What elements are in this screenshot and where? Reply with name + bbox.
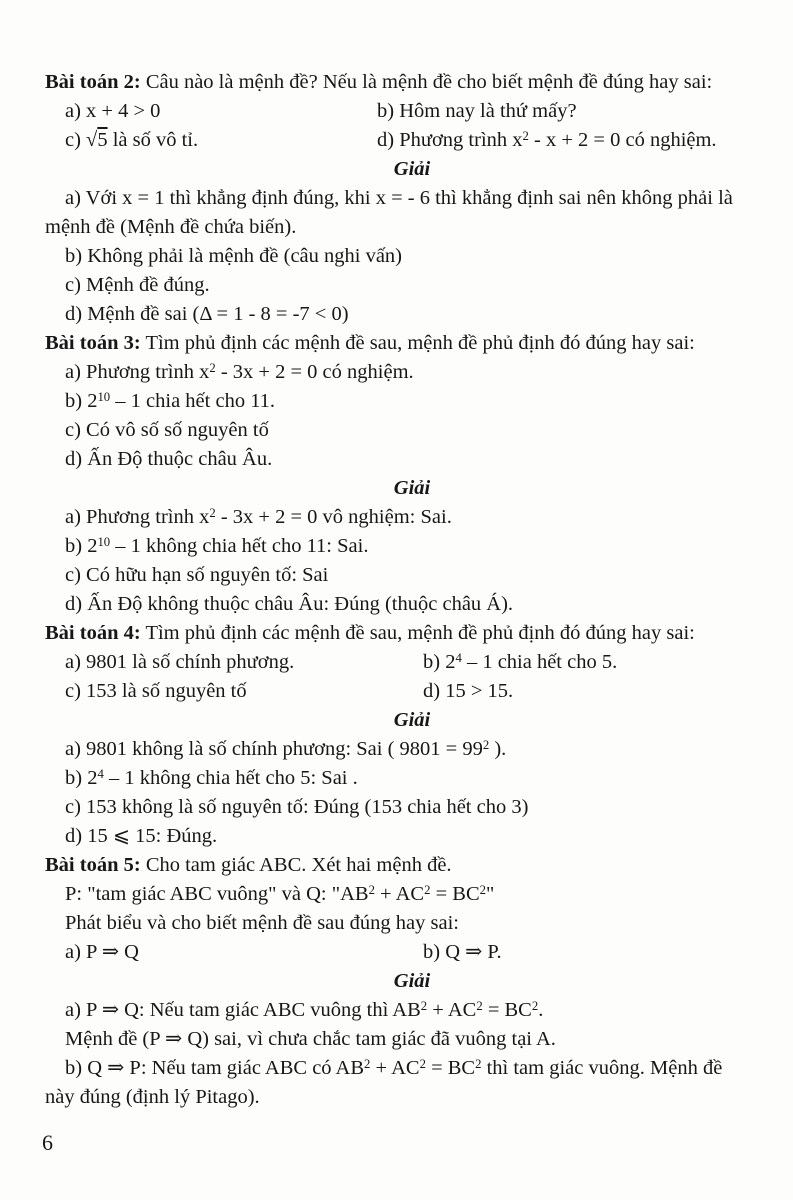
problem-3-statement: Tìm phủ định các mệnh đề sau, mệnh đề phủ định đó đúng hay sai: <box>145 332 695 354</box>
problem-4-heading <box>45 619 757 648</box>
problem-5-definitions: P: "tam giác ABC vuông" và Q: "$AB^2 + AC^2 = BC^2$" <box>65 882 495 905</box>
solution-heading-2: Giải <box>393 158 431 180</box>
problem-5-question: Phát biểu và cho biết mệnh đề sau đúng hay sai: <box>65 912 459 934</box>
problem-4-label: Bài toán 4: <box>45 622 141 644</box>
problem-4-solution-b: b) $2^4 - 1$ không chia hết cho 5: Sai . <box>65 766 358 789</box>
problem-2-options-row-2 <box>45 126 757 155</box>
problem-4-options-row-1 <box>45 648 757 677</box>
problem-5-option-b: b) Q ⇒ P. <box>423 941 502 963</box>
problem-3-solution-d: d) Ấn Độ không thuộc châu Âu: Đúng (thuộc châu Á). <box>65 593 514 615</box>
solution-heading-4: Giải <box>393 709 431 731</box>
problem-2-solution-c: c) Mệnh đề đúng. <box>65 274 210 296</box>
problem-4-option-c: c) 153 là số nguyên tố <box>65 680 247 702</box>
problem-3-option-b: b) $2^{10} - 1$ chia hết cho 11. <box>65 389 276 412</box>
problem-4 <box>45 619 757 851</box>
problem-4-option-d: d) 15 > 15. <box>423 680 514 702</box>
solution-heading-5: Giải <box>393 970 431 992</box>
problem-4-solution-d: d) 15 ⩽ 15: Đúng. <box>65 825 218 847</box>
problem-2-option-c: c) √5 là số vô tỉ. <box>65 129 199 151</box>
problem-4-option-a: a) 9801 là số chính phương. <box>65 651 295 673</box>
problem-3-heading <box>45 329 757 358</box>
problem-4-statement: Tìm phủ định các mệnh đề sau, mệnh đề phủ định đó đúng hay sai: <box>145 622 695 644</box>
problem-4-options-row-2 <box>45 677 757 706</box>
problem-3-option-c: c) Có vô số số nguyên tố <box>65 419 269 441</box>
problem-2 <box>45 68 757 329</box>
problem-3-solution-b: b) $2^{10} - 1$ không chia hết cho 11: Sai. <box>65 534 369 557</box>
problem-4-solution-a: a) 9801 không là số chính phương: Sai ( $9801 = 99^2$ ). <box>65 737 507 760</box>
problem-5-options-row <box>45 938 757 967</box>
problem-2-statement: Câu nào là mệnh đề? Nếu là mệnh đề cho biết mệnh đề đúng hay sai: <box>145 71 713 93</box>
problem-3-solution-c: c) Có hữu hạn số nguyên tố: Sai <box>65 564 329 586</box>
problem-5-solution-a-note: Mệnh đề (P ⇒ Q) sai, vì chưa chắc tam giác đã vuông tại A. <box>65 1028 556 1050</box>
problem-2-options-row-1 <box>45 97 757 126</box>
problem-3-option-d: d) Ấn Độ thuộc châu Âu. <box>65 448 273 470</box>
page-content <box>45 68 757 1112</box>
problem-5-label: Bài toán 5: <box>45 854 141 876</box>
problem-2-option-b: b) Hôm nay là thứ mấy? <box>377 100 577 122</box>
problem-2-label: Bài toán 2: <box>45 71 141 93</box>
problem-5-heading <box>45 851 757 880</box>
problem-5-solution-a: a) P ⇒ Q: Nếu tam giác ABC vuông thì $AB^2 + AC^2 = BC^2$. <box>65 998 544 1021</box>
problem-3 <box>45 329 757 619</box>
problem-4-option-b: b) $2^4 - 1$ chia hết cho 5. <box>423 650 618 673</box>
page-number: 6 <box>42 1130 53 1155</box>
problem-2-heading <box>45 68 757 97</box>
problem-2-option-a: a) x + 4 > 0 <box>65 100 161 122</box>
problem-2-solution-d: d) Mệnh đề sai (Δ = 1 - 8 = -7 < 0) <box>65 303 349 325</box>
problem-5-option-a: a) P ⇒ Q <box>65 941 139 963</box>
problem-3-option-a: a) Phương trình $x^2 - 3x + 2 = 0$ có nghiệm. <box>65 360 414 383</box>
problem-4-solution-c: c) 153 không là số nguyên tố: Đúng (153 chia hết cho 3) <box>65 796 529 818</box>
problem-5 <box>45 851 757 1112</box>
problem-3-label: Bài toán 3: <box>45 332 141 354</box>
problem-2-solution-a: a) Với x = 1 thì khẳng định đúng, khi x = - 6 thì khẳng định sai nên không phải là mệnh đề (Mệnh đề chứa biến). <box>45 187 733 238</box>
problem-2-option-d: d) Phương trình $x^2 - x + 2 = 0$ có nghiệm. <box>377 128 717 151</box>
solution-heading-3: Giải <box>393 477 431 499</box>
problem-2-solution-b: b) Không phải là mệnh đề (câu nghi vấn) <box>65 245 403 267</box>
problem-3-solution-a: a) Phương trình $x^2 - 3x + 2 = 0$ vô nghiệm: Sai. <box>65 505 452 528</box>
problem-5-statement: Cho tam giác ABC. Xét hai mệnh đề. <box>145 854 452 876</box>
problem-5-solution-b: b) Q ⇒ P: Nếu tam giác ABC có $AB^2 + AC^2 = BC^2$ thì tam giác vuông. Mệnh đề này đúng (định lý Pitago). <box>45 1056 723 1108</box>
